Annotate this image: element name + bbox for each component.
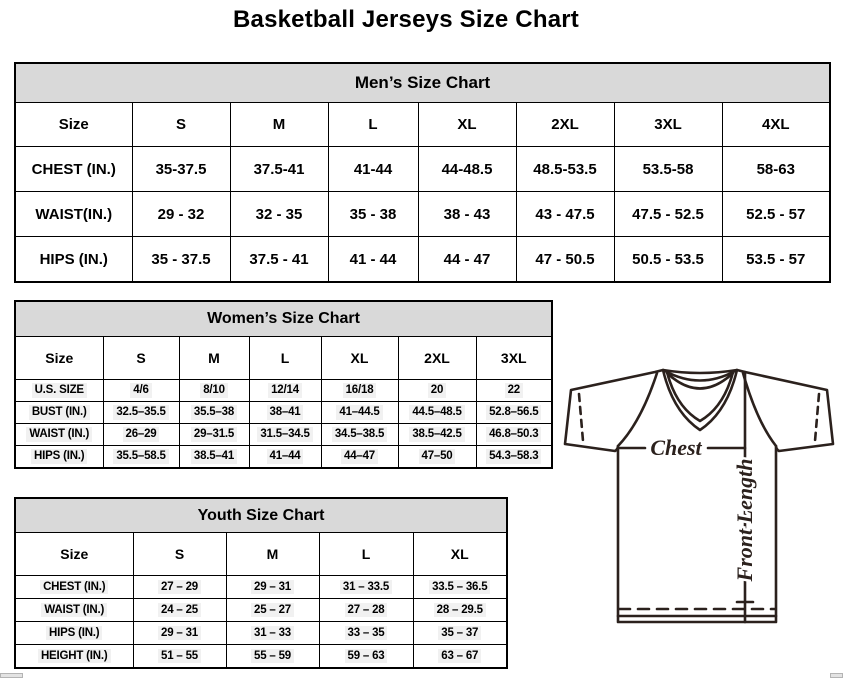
size-cell-value: 31.5–34.5 bbox=[257, 427, 312, 441]
size-cell-value: 44–47 bbox=[341, 449, 378, 463]
column-header: 2XL bbox=[398, 337, 476, 380]
table-row bbox=[15, 237, 830, 283]
front-length-label: Front Length bbox=[732, 458, 757, 582]
row-label: CHEST (IN.) bbox=[15, 147, 132, 192]
size-cell-value: 4/6 bbox=[130, 383, 151, 397]
row-label-text: HEIGHT (IN.) bbox=[38, 649, 111, 663]
size-cell-value: 44.5–48.5 bbox=[409, 405, 464, 419]
size-cell bbox=[319, 622, 413, 645]
row-label-text: BUST (IN.) bbox=[29, 405, 90, 419]
column-header: Size bbox=[15, 533, 133, 576]
jersey-diagram bbox=[555, 350, 843, 640]
row-label-text: U.S. SIZE bbox=[32, 383, 87, 397]
size-cell bbox=[103, 424, 179, 446]
youth-table-title: Youth Size Chart bbox=[15, 498, 507, 533]
row-label bbox=[15, 380, 103, 402]
size-cell-value: 27 – 28 bbox=[345, 603, 388, 617]
size-cell bbox=[249, 402, 321, 424]
size-cell: 47 - 50.5 bbox=[516, 237, 614, 283]
size-cell-value: 34.5–38.5 bbox=[332, 427, 387, 441]
size-cell bbox=[398, 424, 476, 446]
size-cell-value: 38–41 bbox=[267, 405, 304, 419]
jersey-outline bbox=[565, 370, 833, 622]
size-cell-value: 27 – 29 bbox=[158, 580, 201, 594]
size-cell-value: 28 – 29.5 bbox=[434, 603, 486, 617]
size-cell bbox=[103, 446, 179, 469]
table-row bbox=[15, 446, 552, 469]
size-cell: 50.5 - 53.5 bbox=[614, 237, 722, 283]
size-cell bbox=[133, 645, 226, 669]
size-cell bbox=[398, 380, 476, 402]
size-cell-value: 41–44.5 bbox=[336, 405, 382, 419]
column-header: 3XL bbox=[476, 337, 552, 380]
size-cell: 44-48.5 bbox=[418, 147, 516, 192]
table-row bbox=[15, 599, 507, 622]
column-header: Size bbox=[15, 103, 132, 147]
size-cell-value: 29 – 31 bbox=[158, 626, 201, 640]
column-header: XL bbox=[321, 337, 398, 380]
size-cell-value: 32.5–35.5 bbox=[113, 405, 168, 419]
table-row bbox=[15, 576, 507, 599]
size-cell: 43 - 47.5 bbox=[516, 192, 614, 237]
womens-size-table bbox=[14, 300, 553, 469]
size-cell bbox=[321, 380, 398, 402]
table-row bbox=[15, 380, 552, 402]
row-label bbox=[15, 599, 133, 622]
size-cell bbox=[319, 599, 413, 622]
size-cell-value: 47–50 bbox=[419, 449, 456, 463]
column-header: M bbox=[230, 103, 328, 147]
size-cell bbox=[103, 402, 179, 424]
column-header: S bbox=[132, 103, 230, 147]
size-cell-value: 35.5–38 bbox=[191, 405, 237, 419]
row-label: WAIST(IN.) bbox=[15, 192, 132, 237]
size-cell bbox=[133, 576, 226, 599]
column-header: L bbox=[328, 103, 418, 147]
column-header: L bbox=[249, 337, 321, 380]
table-row bbox=[15, 147, 830, 192]
size-cell: 41 - 44 bbox=[328, 237, 418, 283]
youth-size-table bbox=[14, 497, 508, 669]
size-cell-value: 31 – 33 bbox=[251, 626, 294, 640]
column-header: XL bbox=[413, 533, 507, 576]
size-cell: 44 - 47 bbox=[418, 237, 516, 283]
size-cell: 52.5 - 57 bbox=[722, 192, 830, 237]
size-cell: 58-63 bbox=[722, 147, 830, 192]
size-cell: 38 - 43 bbox=[418, 192, 516, 237]
row-label bbox=[15, 424, 103, 446]
size-cell-value: 29 – 31 bbox=[251, 580, 294, 594]
size-cell-value: 51 – 55 bbox=[158, 649, 201, 663]
size-cell: 29 - 32 bbox=[132, 192, 230, 237]
size-cell bbox=[226, 576, 319, 599]
size-cell bbox=[249, 424, 321, 446]
size-cell bbox=[476, 402, 552, 424]
size-cell bbox=[319, 645, 413, 669]
size-cell: 53.5-58 bbox=[614, 147, 722, 192]
table-row bbox=[15, 622, 507, 645]
size-cell bbox=[179, 402, 249, 424]
size-cell bbox=[133, 622, 226, 645]
size-cell: 48.5-53.5 bbox=[516, 147, 614, 192]
column-header: L bbox=[319, 533, 413, 576]
size-cell bbox=[413, 576, 507, 599]
size-cell bbox=[413, 645, 507, 669]
size-cell: 53.5 - 57 bbox=[722, 237, 830, 283]
table-row bbox=[15, 424, 552, 446]
size-cell-value: 35 – 37 bbox=[438, 626, 481, 640]
size-cell-value: 26–29 bbox=[123, 427, 160, 441]
size-cell-value: 63 – 67 bbox=[438, 649, 481, 663]
column-header: XL bbox=[418, 103, 516, 147]
size-cell-value: 41–44 bbox=[267, 449, 304, 463]
size-cell-value: 31 – 33.5 bbox=[340, 580, 392, 594]
size-cell bbox=[249, 380, 321, 402]
size-cell bbox=[226, 645, 319, 669]
size-cell-value: 29–31.5 bbox=[191, 427, 237, 441]
mens-size-table bbox=[14, 62, 831, 283]
row-label bbox=[15, 402, 103, 424]
womens-table-title: Women’s Size Chart bbox=[15, 301, 552, 337]
size-cell bbox=[476, 446, 552, 469]
size-cell bbox=[133, 599, 226, 622]
size-cell bbox=[321, 402, 398, 424]
size-cell-value: 38.5–41 bbox=[191, 449, 237, 463]
size-cell-value: 12/14 bbox=[268, 383, 302, 397]
size-cell: 37.5-41 bbox=[230, 147, 328, 192]
size-cell bbox=[321, 424, 398, 446]
size-cell-value: 33 – 35 bbox=[345, 626, 388, 640]
table-row bbox=[15, 402, 552, 424]
mens-table-title: Men’s Size Chart bbox=[15, 63, 830, 103]
row-label bbox=[15, 645, 133, 669]
size-cell: 35 - 38 bbox=[328, 192, 418, 237]
table-row bbox=[15, 192, 830, 237]
column-header: M bbox=[179, 337, 249, 380]
size-cell-value: 20 bbox=[428, 383, 446, 397]
size-cell: 32 - 35 bbox=[230, 192, 328, 237]
table-row bbox=[15, 645, 507, 669]
row-label: HIPS (IN.) bbox=[15, 237, 132, 283]
size-cell bbox=[179, 424, 249, 446]
chest-label: Chest bbox=[650, 435, 702, 460]
column-header: 4XL bbox=[722, 103, 830, 147]
size-cell-value: 55 – 59 bbox=[251, 649, 294, 663]
size-cell bbox=[103, 380, 179, 402]
size-cell bbox=[398, 446, 476, 469]
size-cell bbox=[413, 599, 507, 622]
size-cell bbox=[226, 599, 319, 622]
size-cell-value: 25 – 27 bbox=[251, 603, 294, 617]
size-cell-value: 54.3–58.3 bbox=[486, 449, 541, 463]
row-label-text: HIPS (IN.) bbox=[46, 626, 102, 640]
row-label bbox=[15, 446, 103, 469]
size-cell: 47.5 - 52.5 bbox=[614, 192, 722, 237]
size-cell bbox=[321, 446, 398, 469]
size-cell: 37.5 - 41 bbox=[230, 237, 328, 283]
column-header: S bbox=[133, 533, 226, 576]
size-cell: 35-37.5 bbox=[132, 147, 230, 192]
row-label bbox=[15, 622, 133, 645]
size-cell bbox=[476, 380, 552, 402]
size-cell-value: 52.8–56.5 bbox=[486, 405, 541, 419]
column-header: 2XL bbox=[516, 103, 614, 147]
column-header: Size bbox=[15, 337, 103, 380]
row-label-text: HIPS (IN.) bbox=[31, 449, 87, 463]
row-label-text: WAIST (IN.) bbox=[41, 603, 107, 617]
size-cell-value: 59 – 63 bbox=[345, 649, 388, 663]
size-cell: 35 - 37.5 bbox=[132, 237, 230, 283]
size-cell bbox=[476, 424, 552, 446]
size-cell: 41-44 bbox=[328, 147, 418, 192]
ui-fragment-left bbox=[0, 673, 23, 678]
size-cell bbox=[179, 446, 249, 469]
size-cell-value: 24 – 25 bbox=[158, 603, 201, 617]
size-cell bbox=[226, 622, 319, 645]
size-cell-value: 22 bbox=[505, 383, 523, 397]
row-label-text: WAIST (IN.) bbox=[26, 427, 92, 441]
ui-fragment-right bbox=[830, 673, 843, 678]
column-header: 3XL bbox=[614, 103, 722, 147]
size-cell bbox=[398, 402, 476, 424]
size-cell-value: 46.8–50.3 bbox=[486, 427, 541, 441]
row-label bbox=[15, 576, 133, 599]
size-cell bbox=[249, 446, 321, 469]
size-cell-value: 33.5 – 36.5 bbox=[429, 580, 490, 594]
size-cell bbox=[179, 380, 249, 402]
page-title: Basketball Jerseys Size Chart bbox=[233, 6, 579, 33]
size-cell-value: 35.5–58.5 bbox=[113, 449, 168, 463]
row-label-text: CHEST (IN.) bbox=[40, 580, 108, 594]
size-cell bbox=[319, 576, 413, 599]
size-cell-value: 8/10 bbox=[200, 383, 228, 397]
column-header: S bbox=[103, 337, 179, 380]
column-header: M bbox=[226, 533, 319, 576]
size-cell-value: 16/18 bbox=[343, 383, 377, 397]
size-cell-value: 38.5–42.5 bbox=[409, 427, 464, 441]
size-cell bbox=[413, 622, 507, 645]
